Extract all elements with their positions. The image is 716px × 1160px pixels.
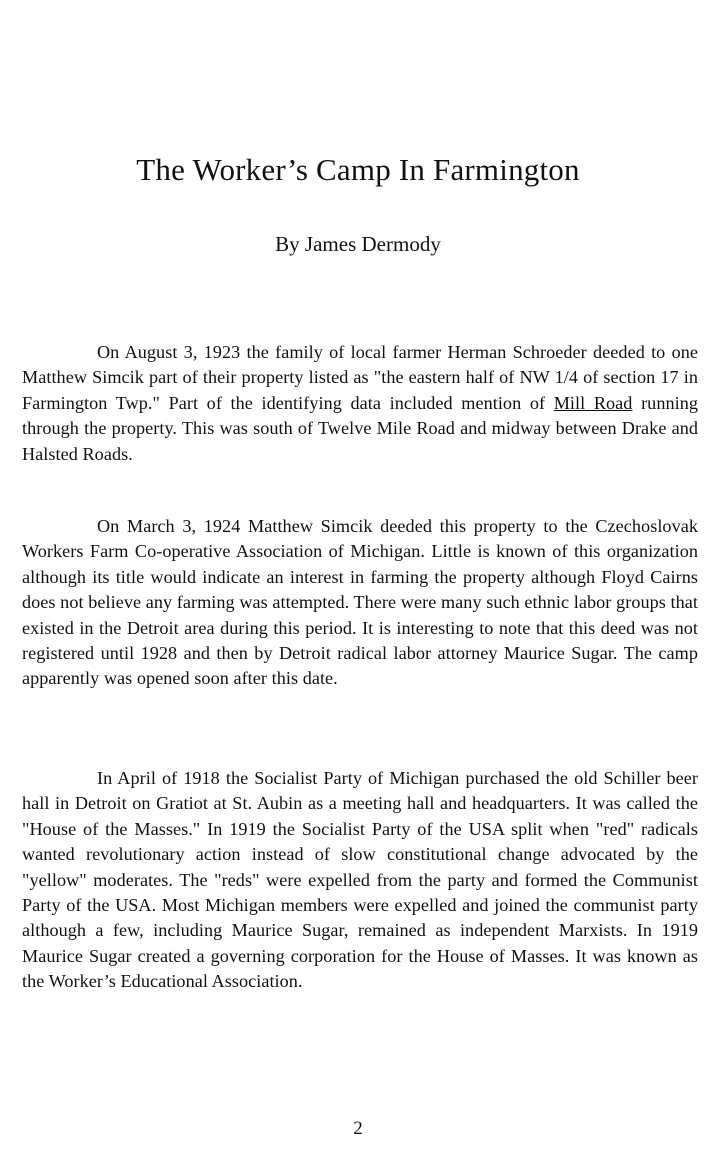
paragraph-1-text-start: On August 3, 1923 the family of local farmer Herman Schroeder deeded to one Matthew Simcik part of their property listed as "the eastern half of NW 1/4 of section 17 in Farmington Twp." Part of the identifying data included mention of xyxy=(22,342,698,413)
page-title: The Worker’s Camp In Farmington xyxy=(136,152,580,187)
paragraph-1 xyxy=(22,340,698,467)
paragraph-1-text-end: running through the property. This was south of Twelve Mile Road and midway between Drake and Halsted Roads. xyxy=(22,392,698,464)
page-number: 2 xyxy=(353,1118,363,1139)
paragraph-2: On March 3, 1924 Matthew Simcik deeded this property to the Czechoslovak Workers Farm Co-operative Association of Michigan. Little is known of this organization although its title would indicate an interest in farming the property although Floyd Cairns does not believe any farming was attempted. There were many such ethnic labor groups that existed in the Detroit area during this period. It is interesting to note that this deed was not registered until 1928 and then by Detroit radical labor attorney Maurice Sugar. The camp apparently was opened soon after this date. xyxy=(22,516,698,689)
author-byline: By James Dermody xyxy=(275,232,441,256)
paragraph-3: In April of 1918 the Socialist Party of Michigan purchased the old Schiller beer hall in Detroit on Gratiot at St. Aubin as a meeting hall and headquarters. It was called the "House of the Masses." In 1919 the Socialist Party of the USA split when "red" radicals wanted revolutionary action instead of slow constitutional change advocated by the "yellow" moderates. The "reds" were expelled from the party and formed the Communist Party of the USA. Most Michigan members were expelled and joined the communist party although a few, including Maurice Sugar, remained as independent Marxists. In 1919 Maurice Sugar created a governing corporation for the House of Masses. It was known as the Worker’s Educational Association. xyxy=(22,768,698,992)
mill-road-underlined: Mill Road xyxy=(553,392,633,413)
